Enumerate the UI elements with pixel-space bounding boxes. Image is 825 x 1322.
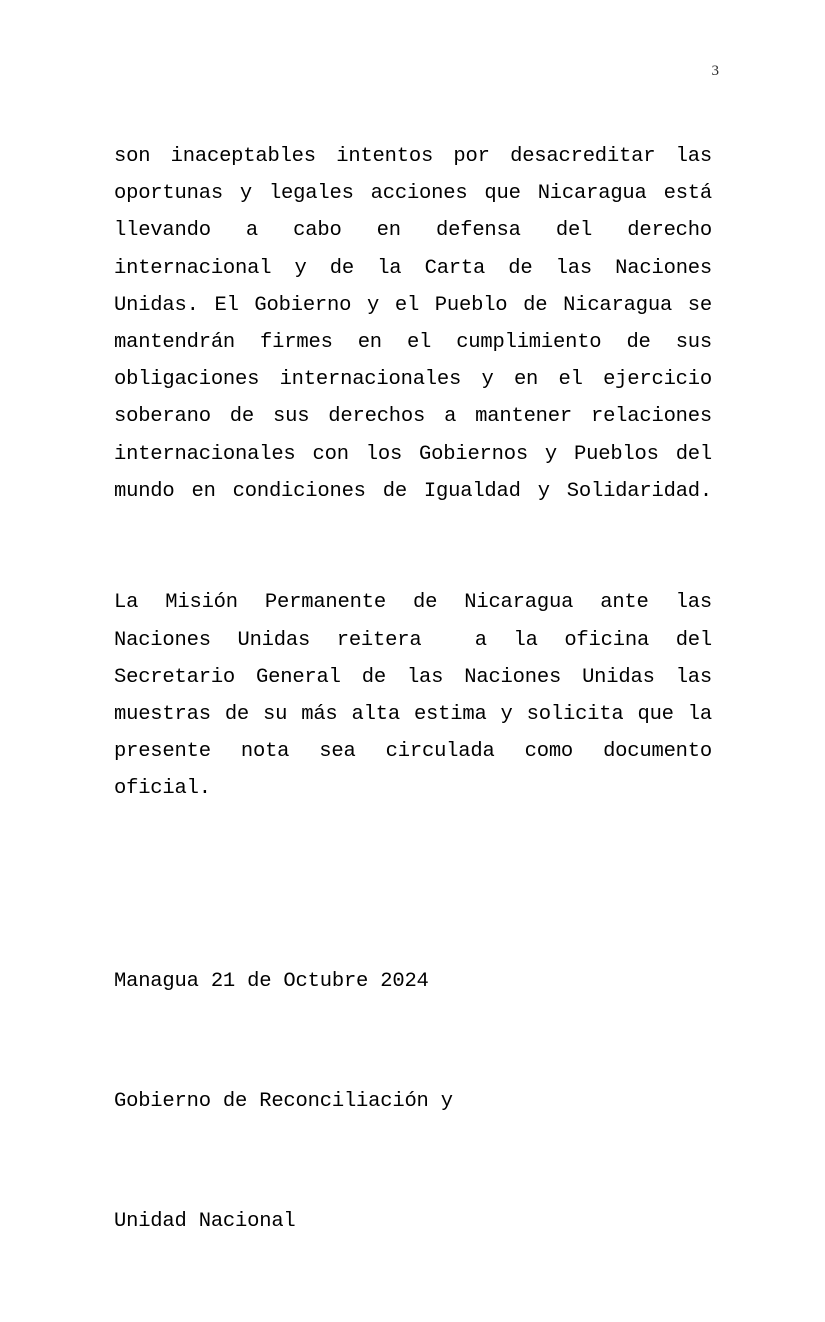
body-paragraph-1: son inaceptables intentos por desacreditar las oportunas y legales acciones que Nicaragua está llevando a cabo en defensa del derecho internacional y de la Carta de las Naciones Unidas. El Gobierno y el Pueblo de Nicaragua se mantendrán firmes en el cumplimiento de sus obligaciones internacionales y en el ejercicio soberano de sus derechos a mantener relaciones internacionales con los Gobiernos y Pueblos del mundo en condiciones de Igualdad y Solidaridad. <box>114 145 725 503</box>
signature-authority-line-2: Unidad Nacional <box>114 1210 296 1234</box>
signature-authority-line-1: Gobierno de Reconciliación y <box>114 1090 453 1114</box>
signature-place-date: Managua 21 de Octubre 2024 <box>114 970 429 994</box>
signature-block <box>114 882 712 1322</box>
signature-spacer <box>114 845 712 882</box>
paragraph-spacer <box>114 547 712 584</box>
body-paragraph-2: La Misión Permanente de Nicaragua ante las Naciones Unidas reitera a la oficina del Secretario General de las Naciones Unidas las muestras de su más alta estima y solicita que la presente nota sea circulada como documento oficial. <box>114 591 725 801</box>
page-number: 3 <box>711 63 719 79</box>
document-body <box>114 138 725 1322</box>
